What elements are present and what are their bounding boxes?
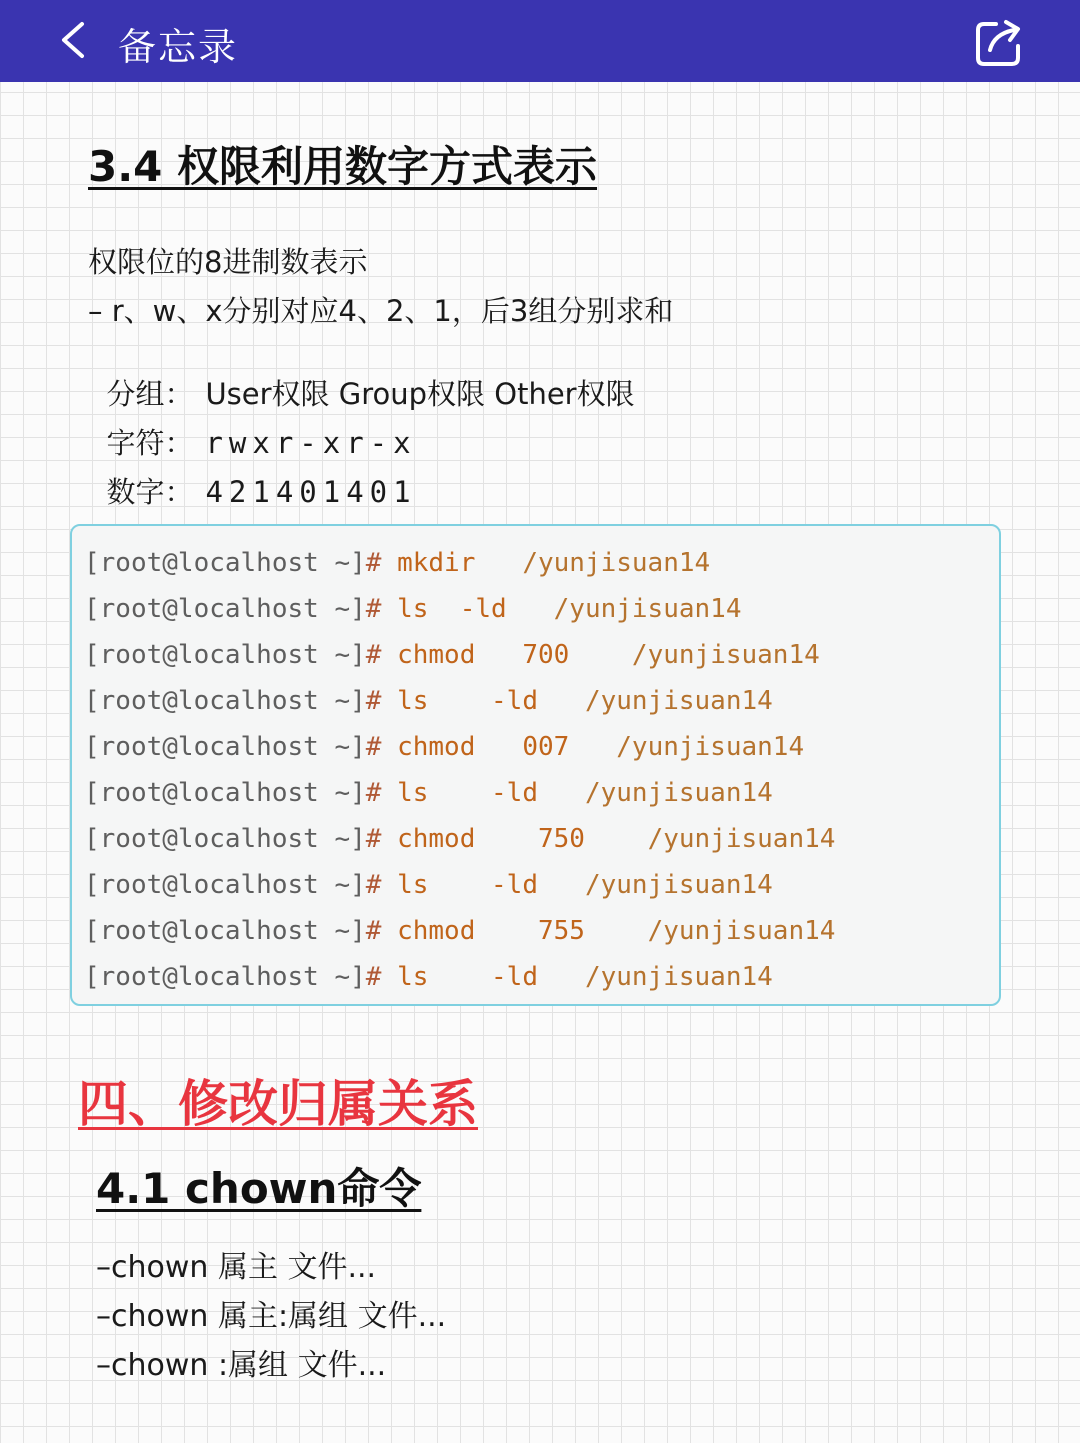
terminal-hash: # bbox=[365, 916, 398, 946]
terminal-path: /yunjisuan14 bbox=[584, 686, 773, 716]
terminal-line bbox=[84, 589, 741, 629]
row-key: 字符： bbox=[106, 426, 194, 460]
share-edit-icon[interactable] bbox=[974, 16, 1028, 68]
terminal-path: /yunjisuan14 bbox=[584, 962, 773, 992]
section-title-3-4: 3.4 权限利用数字方式表示 bbox=[88, 142, 598, 191]
terminal-argument: -ld bbox=[491, 870, 538, 900]
terminal-line bbox=[84, 727, 804, 767]
terminal-argument: 755 bbox=[537, 916, 585, 946]
terminal-argument: -ld bbox=[491, 962, 538, 992]
row-key: 数字： bbox=[106, 475, 194, 509]
terminal-line bbox=[84, 865, 773, 905]
terminal-argument: -ld bbox=[491, 778, 538, 808]
terminal-command: ls bbox=[397, 962, 429, 992]
terminal-command: chmod bbox=[397, 732, 476, 762]
terminal-argument: 007 bbox=[522, 732, 570, 762]
text-line: 权限位的8进制数表示 bbox=[88, 245, 368, 279]
terminal-path: /yunjisuan14 bbox=[584, 870, 773, 900]
terminal-command: ls bbox=[397, 870, 429, 900]
terminal-hash: # bbox=[365, 732, 398, 762]
terminal-prompt: [root@localhost ~] bbox=[84, 870, 366, 900]
terminal-path: /yunjisuan14 bbox=[647, 824, 836, 854]
terminal-path: /yunjisuan14 bbox=[584, 778, 773, 808]
terminal-prompt: [root@localhost ~] bbox=[84, 548, 366, 578]
terminal-hash: # bbox=[365, 870, 398, 900]
terminal-path: /yunjisuan14 bbox=[647, 916, 836, 946]
terminal-line bbox=[84, 819, 835, 859]
list-item: –chown 属主 文件... bbox=[96, 1250, 377, 1285]
terminal-hash: # bbox=[365, 824, 398, 854]
terminal-hash: # bbox=[365, 548, 398, 578]
row-value: User权限 Group权限 Other权限 bbox=[205, 377, 635, 411]
row-key: 分组： bbox=[106, 377, 194, 411]
terminal-argument: 700 bbox=[522, 640, 570, 670]
top-bar bbox=[0, 0, 1080, 82]
terminal-line bbox=[84, 681, 773, 721]
terminal-command: mkdir bbox=[397, 548, 476, 578]
terminal-hash: # bbox=[365, 640, 398, 670]
terminal-prompt: [root@localhost ~] bbox=[84, 916, 366, 946]
terminal-prompt: [root@localhost ~] bbox=[84, 640, 366, 670]
terminal-hash: # bbox=[365, 962, 398, 992]
terminal-line bbox=[84, 543, 710, 583]
terminal-hash: # bbox=[365, 686, 398, 716]
text-line: – r、w、x分别对应4、2、1，后3组分别求和 bbox=[88, 294, 674, 328]
terminal-command: ls bbox=[397, 778, 429, 808]
row-value: 421401401 bbox=[205, 475, 417, 509]
terminal-path: /yunjisuan14 bbox=[522, 548, 711, 578]
terminal-argument: 750 bbox=[537, 824, 585, 854]
terminal-argument: -ld bbox=[491, 686, 538, 716]
terminal-path: /yunjisuan14 bbox=[553, 594, 742, 624]
terminal-prompt: [root@localhost ~] bbox=[84, 686, 366, 716]
terminal-command: ls bbox=[397, 686, 429, 716]
terminal-code-block bbox=[70, 524, 1001, 1006]
terminal-prompt: [root@localhost ~] bbox=[84, 824, 366, 854]
terminal-line bbox=[84, 773, 773, 813]
terminal-path: /yunjisuan14 bbox=[616, 732, 805, 762]
terminal-hash: # bbox=[365, 778, 398, 808]
terminal-command: chmod bbox=[397, 824, 476, 854]
terminal-line bbox=[84, 957, 773, 997]
list-item: –chown 属主:属组 文件... bbox=[96, 1299, 447, 1334]
terminal-path: /yunjisuan14 bbox=[631, 640, 820, 670]
row-value: rwxr-xr-x bbox=[205, 426, 417, 460]
section-title-4-1: 4.1 chown命令 bbox=[96, 1164, 422, 1213]
terminal-line bbox=[84, 911, 835, 951]
terminal-command: ls bbox=[397, 594, 429, 624]
chevron-left-icon[interactable] bbox=[54, 20, 94, 60]
terminal-command: chmod bbox=[397, 916, 476, 946]
list-item: –chown :属组 文件... bbox=[96, 1348, 387, 1383]
terminal-hash: # bbox=[365, 594, 398, 624]
terminal-argument: -ld bbox=[459, 594, 507, 624]
terminal-line bbox=[84, 635, 820, 675]
terminal-prompt: [root@localhost ~] bbox=[84, 594, 366, 624]
terminal-prompt: [root@localhost ~] bbox=[84, 732, 366, 762]
app-title: 备忘录 bbox=[118, 25, 239, 69]
terminal-command: chmod bbox=[397, 640, 476, 670]
terminal-prompt: [root@localhost ~] bbox=[84, 778, 366, 808]
section-title-4: 四、修改归属关系 bbox=[78, 1075, 478, 1133]
terminal-prompt: [root@localhost ~] bbox=[84, 962, 366, 992]
